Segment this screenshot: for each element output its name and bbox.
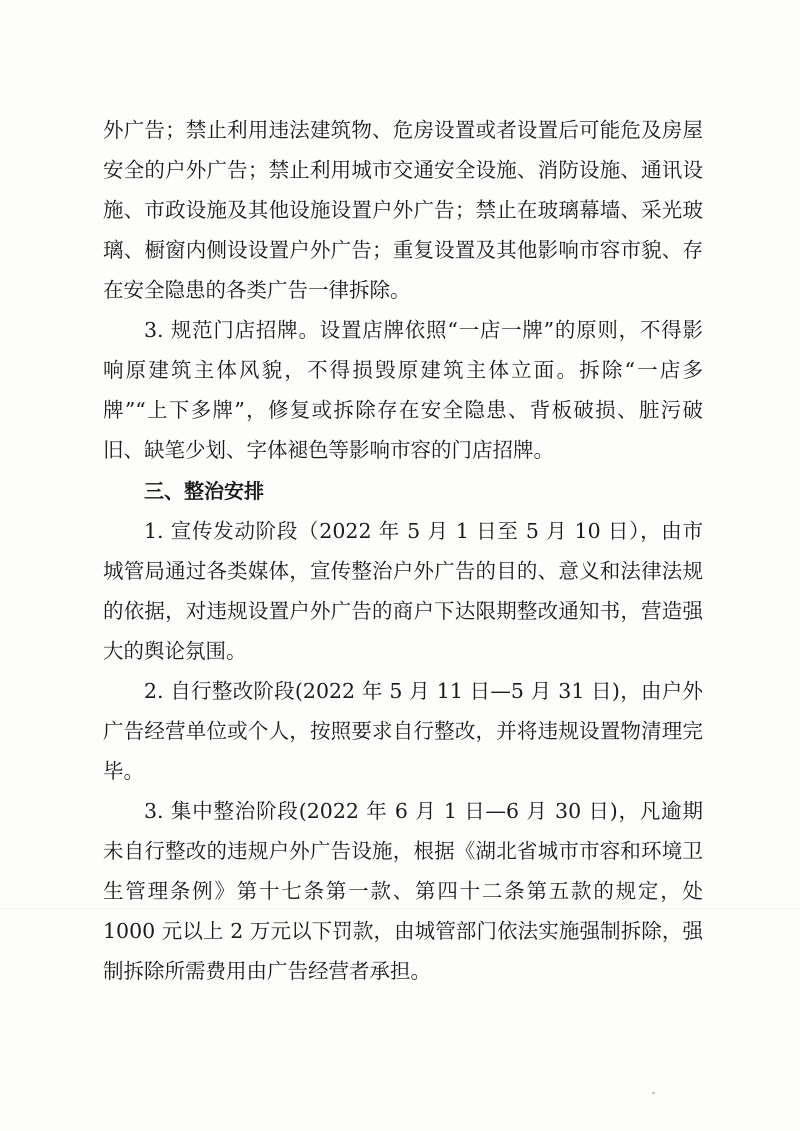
- scan-speck: [652, 1092, 655, 1094]
- document-body: [103, 110, 703, 991]
- section-heading: 三、整治安排: [144, 479, 264, 503]
- paragraph-stage-3: 3. 集中整治阶段(2022 年 6 月 1 日—6 月 30 日)，凡逾期未自行整改的违规户外广告设施，根据《湖北省城市市容和环境卫生管理条例》第十七条第一款、第四十二条第五款的规定，处 1000 元以上 2 万元以下罚款，由城管部门依法实施强制拆除，强制拆除所需费用由广告经营者承担。: [103, 799, 703, 983]
- paragraph-storefront-signs: 3. 规范门店招牌。设置店牌依照“一店一牌”的原则，不得影响原建筑主体风貌，不得损毁原建筑主体立面。拆除“一店多牌”“上下多牌”，修复或拆除存在安全隐患、背板破损、脏污破旧、缺笔少划、字体褪色等影响市容的门店招牌。: [103, 318, 703, 462]
- scan-fold-line: [0, 908, 800, 909]
- paragraph-stage-1: 1. 宣传发动阶段（2022 年 5 月 1 日至 5 月 10 日），由市城管局通过各类媒体，宣传整治户外广告的目的、意义和法律法规的依据，对违规设置户外广告的商户下达限期整改通知书，营造强大的舆论氛围。: [103, 519, 703, 663]
- paragraph-continuation: 外广告；禁止利用违法建筑物、危房设置或者设置后可能危及房屋安全的户外广告；禁止利用城市交通安全设施、消防设施、通讯设施、市政设施及其他设施设置户外广告；禁止在玻璃幕墙、采光玻璃、橱窗内侧设设置户外广告；重复设置及其他影响市容市貌、存在安全隐患的各类广告一律拆除。: [103, 118, 703, 302]
- paragraph-stage-2: 2. 自行整改阶段(2022 年 5 月 11 日—5 月 31 日)，由户外广告经营单位或个人，按照要求自行整改，并将违规设置物清理完毕。: [103, 679, 703, 783]
